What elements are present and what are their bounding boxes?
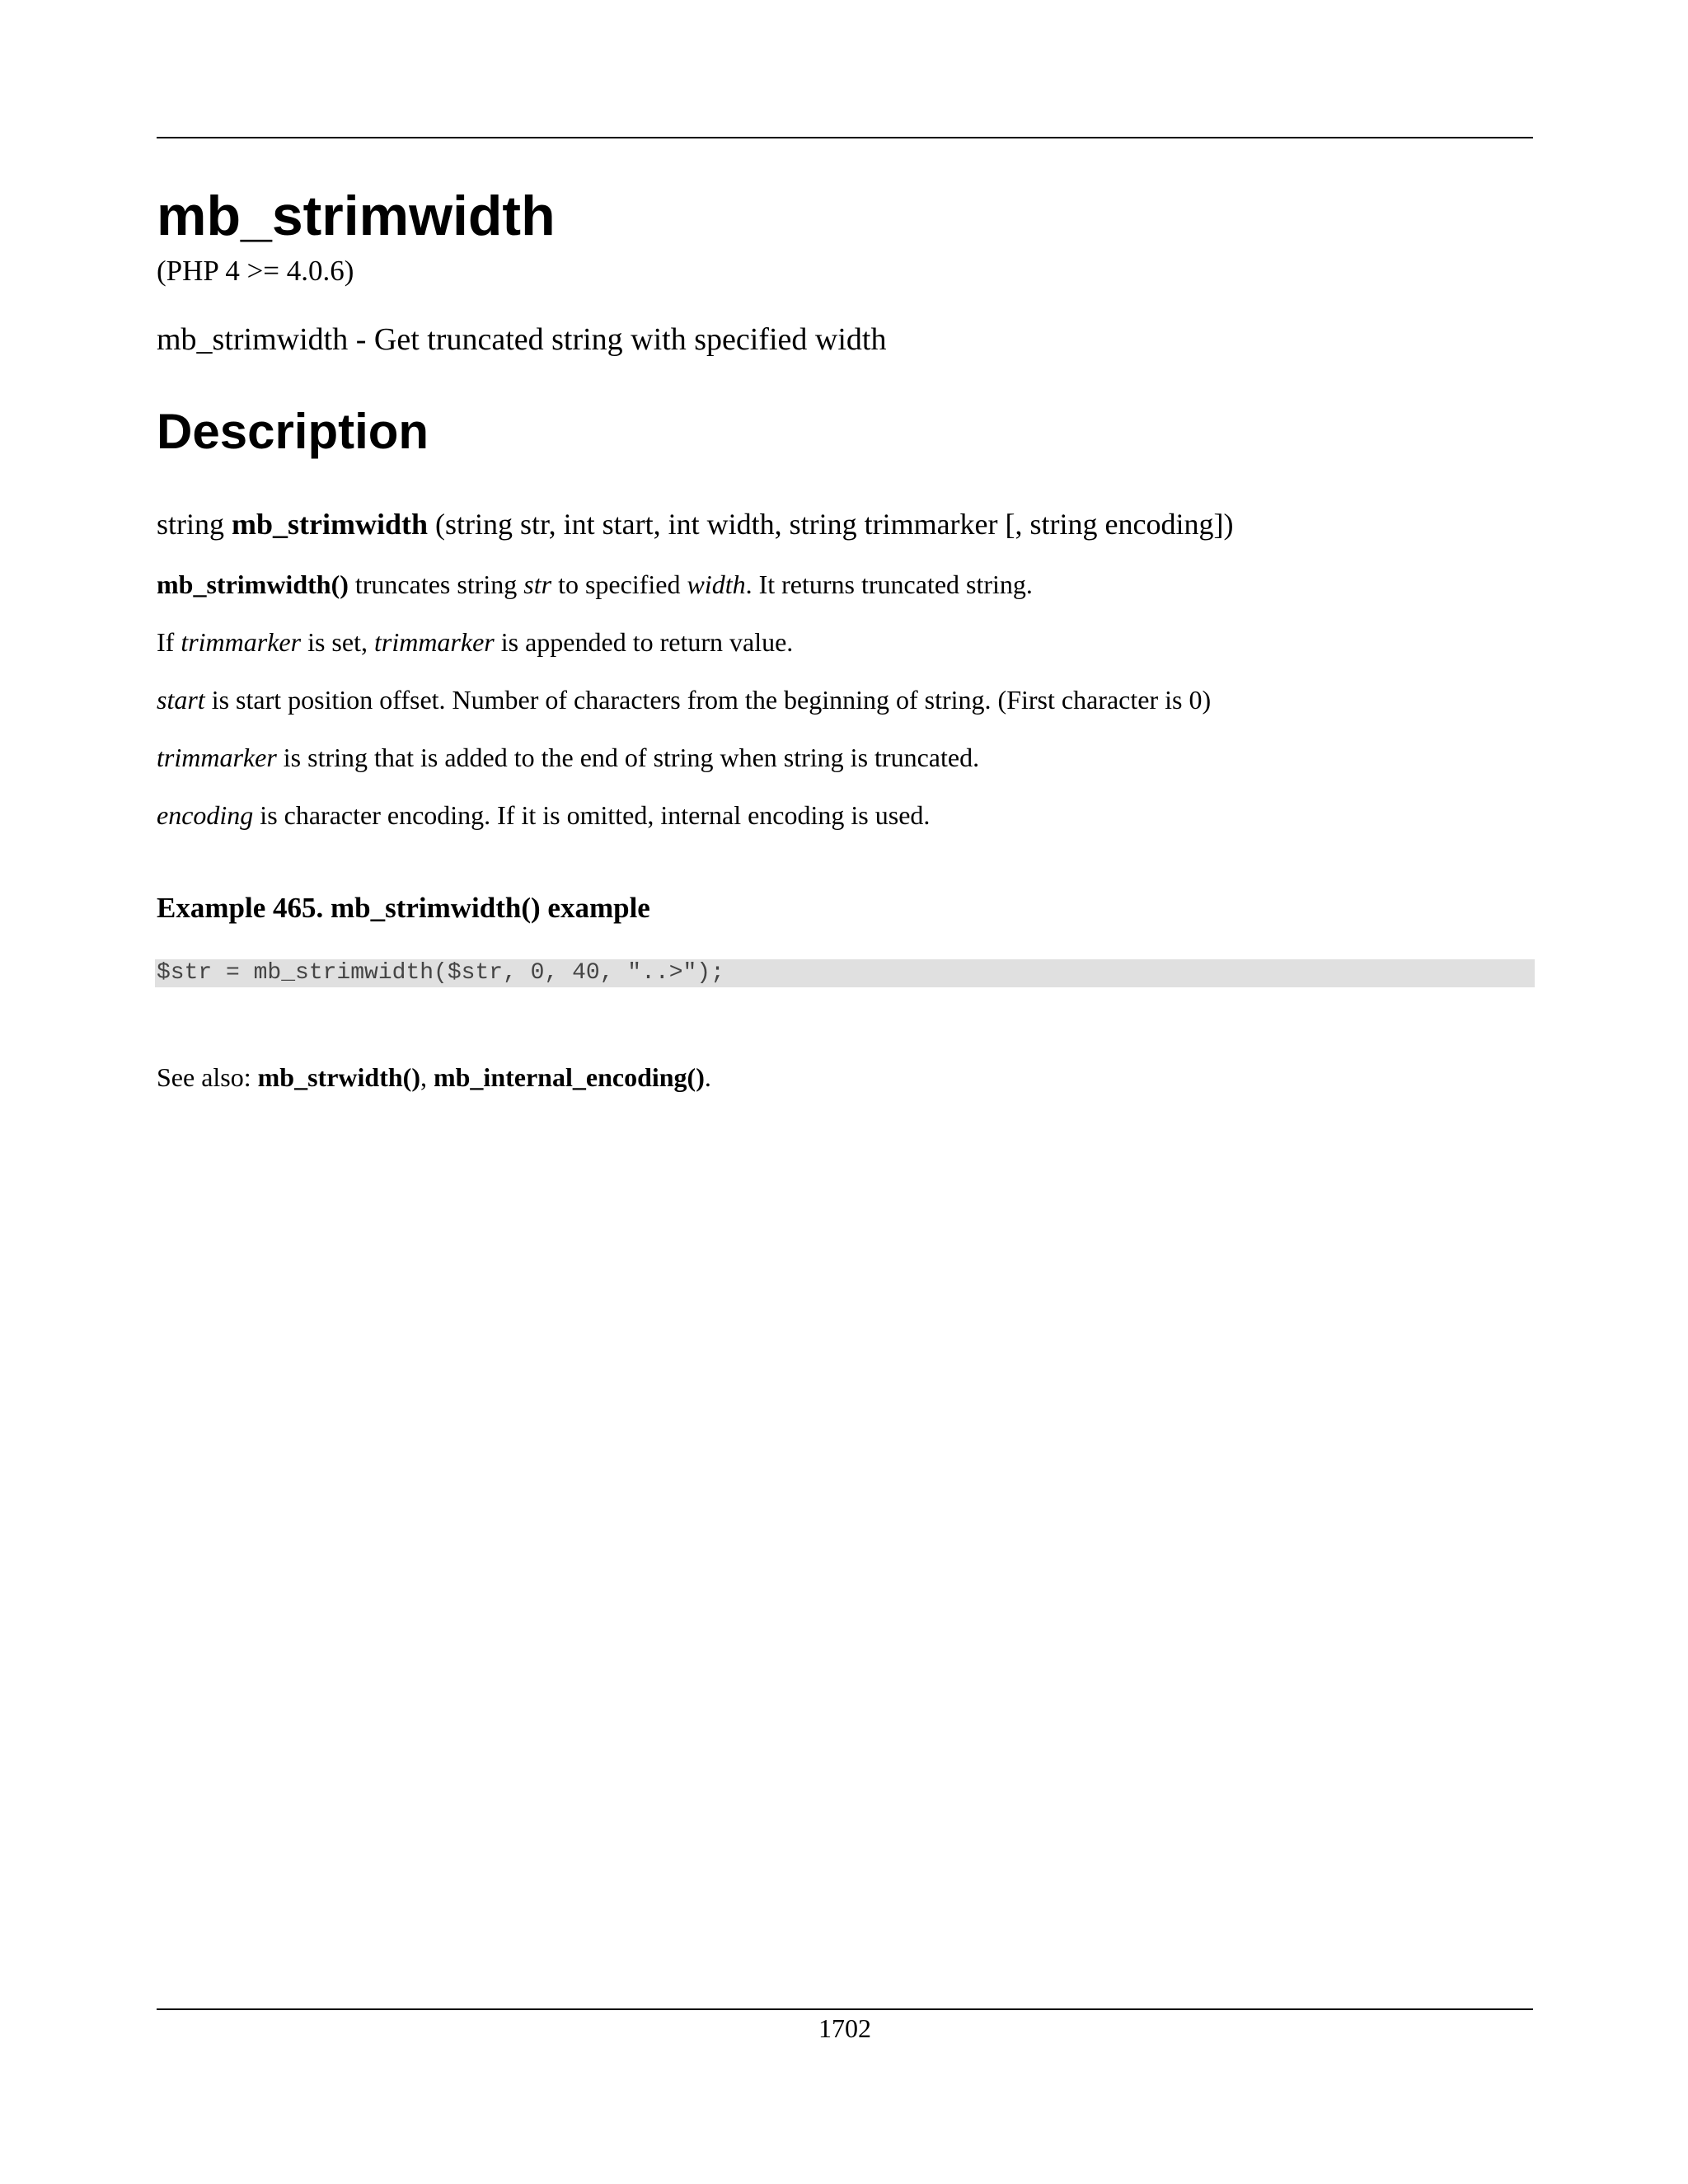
code-example: $str = mb_strimwidth($str, 0, 40, "..>"); (155, 959, 1535, 987)
text-span: If (157, 627, 175, 657)
paragraph-start (157, 686, 1211, 715)
text-span: is character encoding. If it is omitted, internal encoding is used. (260, 800, 931, 830)
top-divider (157, 137, 1533, 138)
text-span: is string that is added to the end of string when string is truncated. (283, 743, 980, 772)
page-title: mb_strimwidth (157, 185, 556, 247)
param-ref: str (523, 569, 552, 599)
param-ref: width (687, 569, 746, 599)
see-also-label: See also: (157, 1062, 251, 1092)
param-ref: encoding (157, 800, 254, 830)
text-span: is set, (307, 627, 368, 657)
paragraph-trimmarker (157, 743, 979, 772)
bottom-divider (157, 2008, 1533, 2010)
example-title: Example 465. mb_strimwidth() example (157, 892, 650, 924)
synopsis-function-name: mb_strimwidth (232, 508, 429, 541)
text-span: is appended to return value. (500, 627, 794, 657)
function-summary: mb_strimwidth - Get truncated string with specified width (157, 322, 887, 357)
link-mb-strwidth[interactable]: mb_strwidth() (257, 1062, 420, 1092)
synopsis-params: (string str, int start, int width, string trimmarker [, string encoding]) (435, 508, 1234, 541)
period: . (704, 1062, 711, 1092)
description-heading: Description (157, 404, 429, 459)
see-also (157, 1063, 711, 1092)
version-info: (PHP 4 >= 4.0.6) (157, 255, 354, 287)
page-number: 1702 (818, 2013, 871, 2043)
paragraph-encoding (157, 801, 930, 830)
param-ref: trimmarker (181, 627, 302, 657)
function-synopsis (157, 509, 1233, 541)
param-ref: trimmarker (157, 743, 277, 772)
return-type: string (157, 508, 225, 541)
paragraph-truncates (157, 570, 1033, 599)
text-span: is start position offset. Number of characters from the beginning of string. (First character is 0) (211, 685, 1212, 715)
param-ref: start (157, 685, 205, 715)
document-page (157, 0, 1533, 2184)
text-span: . It returns truncated string. (745, 569, 1033, 599)
link-mb-internal-encoding[interactable]: mb_internal_encoding() (433, 1062, 705, 1092)
param-ref: trimmarker (373, 627, 495, 657)
paragraph-trimmarker-set (157, 628, 793, 657)
text-span: to specified (558, 569, 681, 599)
text-span: truncates string (354, 569, 518, 599)
function-ref: mb_strimwidth() (157, 569, 349, 599)
separator: , (420, 1062, 427, 1092)
